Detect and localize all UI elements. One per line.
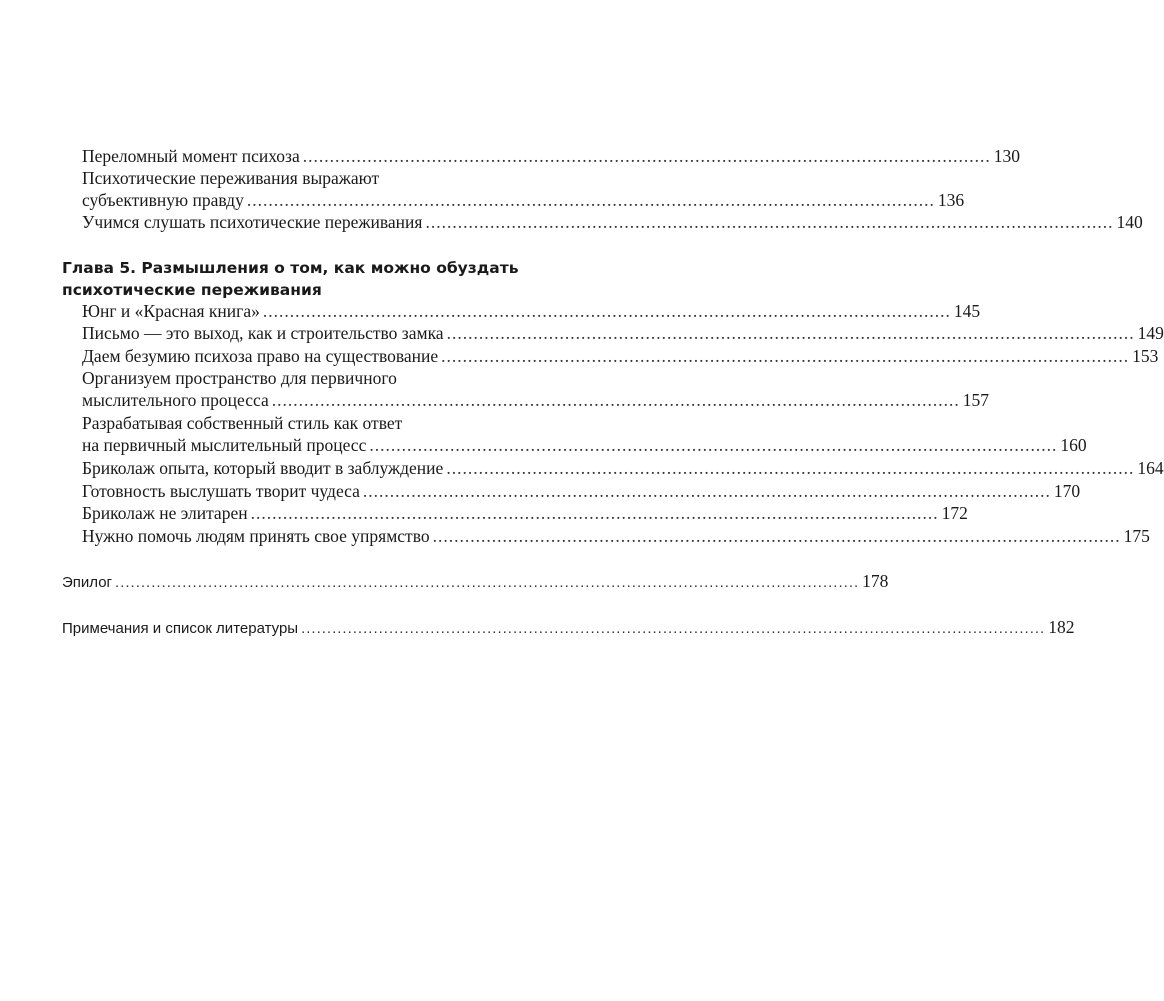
toc-entry-title-line: Психотические переживания выражают: [82, 168, 380, 188]
chapter-heading: [62, 257, 550, 301]
toc-entry: [82, 412, 1087, 456]
toc-entry-title: Юнг и «Красная книга»: [82, 301, 260, 321]
toc-page-number: 164: [1137, 458, 1164, 478]
dot-leader: ................................................................................................................................: [302, 146, 991, 166]
toc-entry-title-line: Организуем пространство для первичного: [82, 368, 397, 388]
dot-leader: ................................................................................................................................: [425, 212, 1114, 232]
dot-leader: ................................................................................................................................: [369, 435, 1058, 455]
toc-page-number: 182: [1048, 617, 1075, 637]
toc-entry-title: Нужно помочь людям принять свое упрямство: [82, 526, 430, 546]
toc-page-number: 170: [1053, 481, 1081, 501]
toc-page-number: 157: [962, 390, 990, 410]
toc-entry-title: Готовность выслушать творит чудеса: [82, 481, 360, 501]
toc-entry: [82, 145, 1020, 167]
dot-leader: ................................................................................................................................: [441, 346, 1130, 366]
toc-page-number: 149: [1137, 323, 1164, 343]
dot-leader: ................................................................................................................................: [362, 481, 1051, 501]
toc-page-number: 136: [937, 190, 965, 210]
toc-entry-title: Даем безумию психоза право на существование: [82, 346, 439, 366]
dot-leader: ................................................................................................................................................: [301, 620, 1046, 637]
toc-entry: [82, 367, 990, 411]
toc-page-number: 172: [941, 503, 968, 523]
chapter-heading-line: Глава 5. Размышления о том, как можно обуздать: [62, 259, 519, 277]
toc-page-number: 153: [1132, 346, 1159, 366]
toc-entry: [82, 502, 968, 524]
dot-leader: ................................................................................................................................: [446, 323, 1135, 343]
toc-entry: [82, 211, 1143, 233]
toc-entry: [82, 345, 1159, 367]
toc-entry-title-line: Разрабатывая собственный стиль как ответ: [82, 413, 403, 433]
toc-entry-title: мыслительного процесса: [82, 390, 269, 410]
toc-entry: [82, 167, 965, 211]
toc-page-number: 145: [953, 301, 981, 321]
dot-leader: ................................................................................................................................: [262, 301, 951, 321]
toc-page-number: 160: [1060, 435, 1087, 455]
dot-leader: ................................................................................................................................................: [115, 574, 860, 591]
toc-entry-title: Переломный момент психоза: [82, 146, 300, 166]
toc-entry-title: субъективную правду: [82, 190, 244, 210]
toc-page-number: 178: [862, 571, 889, 591]
chapter-heading-line: психотические переживания: [62, 281, 322, 299]
toc-entry-title: Бриколаж опыта, который вводит в заблуждение: [82, 458, 444, 478]
toc-entry-notes: [62, 616, 1075, 640]
toc-entry: [82, 480, 1081, 502]
toc-entry-title: на первичный мыслительный процесс: [82, 435, 367, 455]
toc-entry: [82, 300, 981, 322]
toc-entry-epilogue: [62, 570, 889, 594]
toc-page-number: 140: [1116, 212, 1143, 232]
dot-leader: ................................................................................................................................: [246, 190, 935, 210]
dot-leader: ................................................................................................................................: [432, 526, 1121, 546]
toc-entry-title: Учимся слушать психотические переживания: [82, 212, 423, 232]
toc-page-number: 175: [1123, 526, 1150, 546]
toc-entry-title: Письмо — это выход, как и строительство замка: [82, 323, 444, 343]
dot-leader: ................................................................................................................................: [271, 390, 960, 410]
toc-entry-title: Эпилог: [62, 574, 113, 591]
toc-entry: [82, 457, 1164, 479]
toc-entry: [82, 525, 1150, 547]
toc-entry-title: Бриколаж не элитарен: [82, 503, 248, 523]
toc-entry-title: Примечания и список литературы: [62, 620, 299, 637]
dot-leader: ................................................................................................................................: [250, 503, 939, 523]
toc-page-number: 130: [993, 146, 1020, 166]
dot-leader: ................................................................................................................................: [446, 458, 1135, 478]
toc-entry: [82, 322, 1164, 344]
